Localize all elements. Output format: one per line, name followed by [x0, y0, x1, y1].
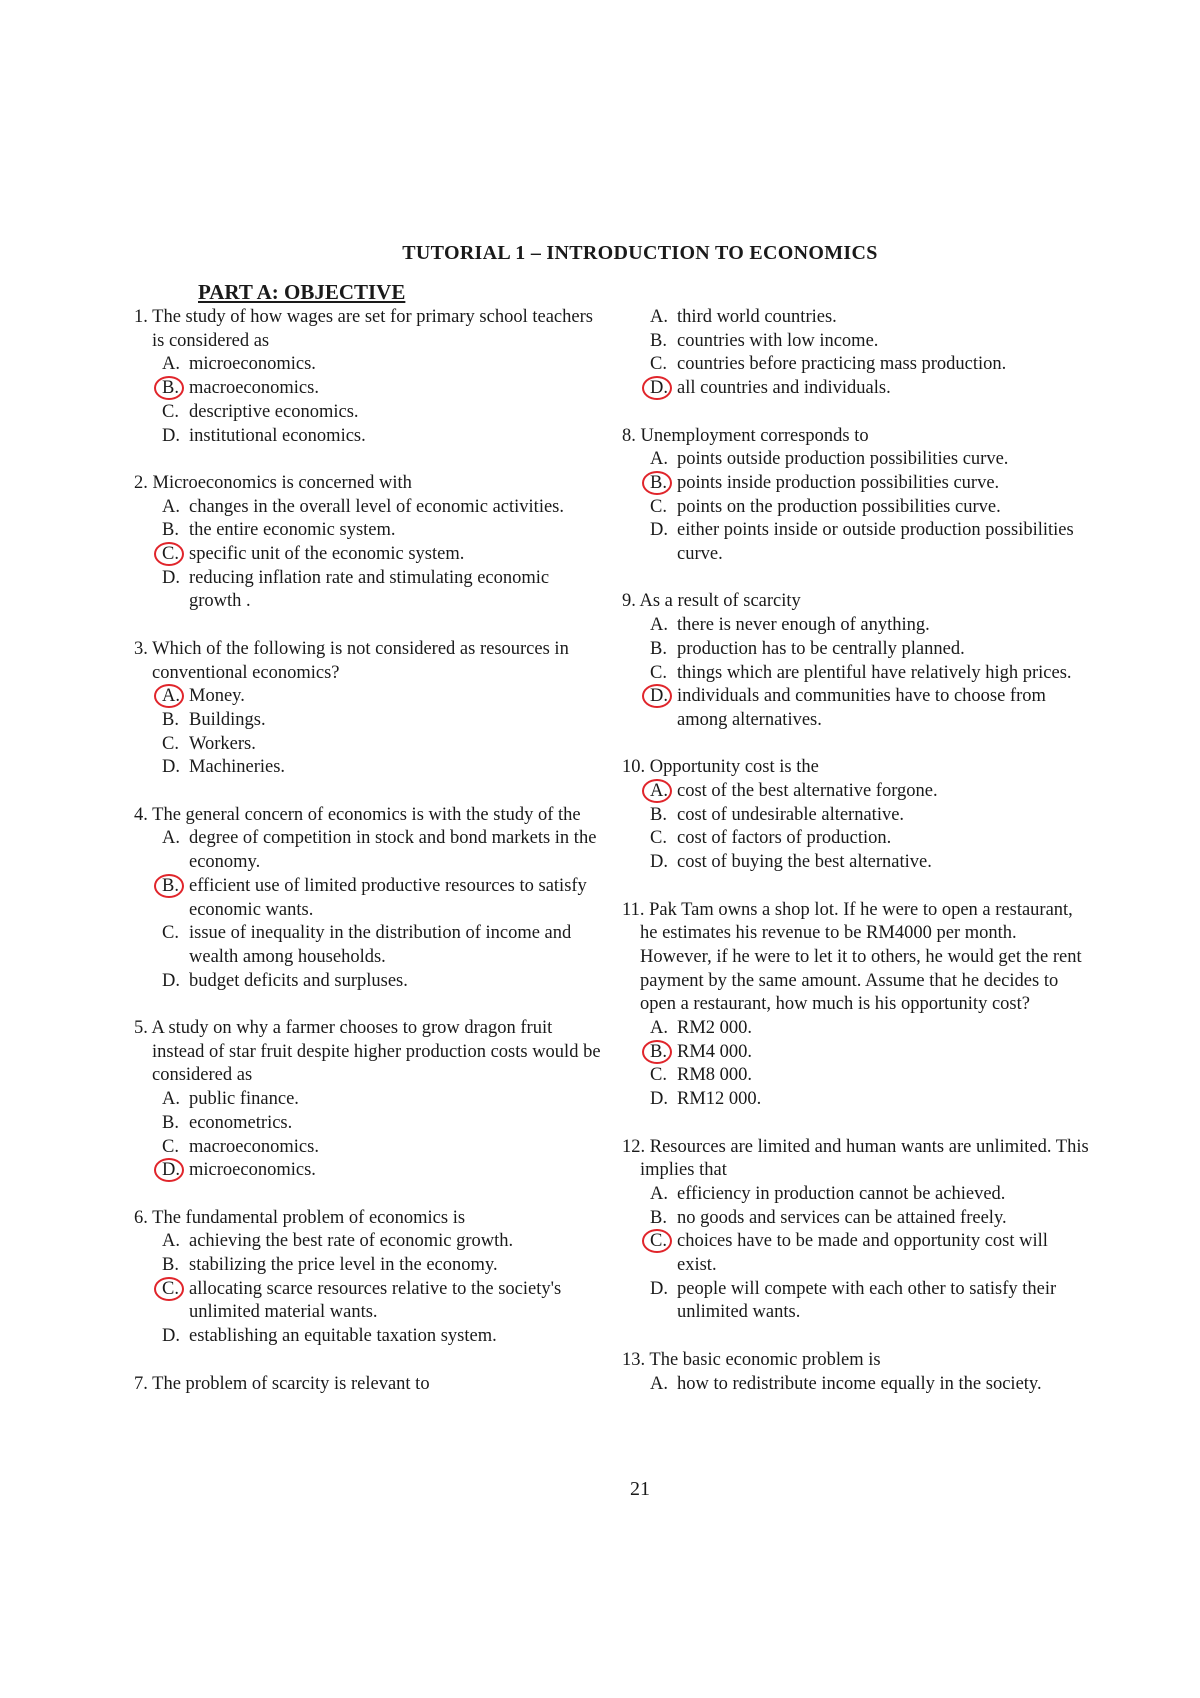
option-letter: D. — [162, 970, 180, 991]
question-stem: 4. The general concern of economics is with the study of the — [134, 804, 581, 825]
option-letter: D. — [650, 378, 668, 399]
option-letter: B. — [162, 1255, 179, 1276]
answer-option — [134, 875, 604, 922]
answer-option — [134, 1230, 604, 1254]
question-stem: 12. Resources are limited and human wants are unlimited. This implies that — [622, 1136, 1089, 1181]
option-letter: B. — [162, 520, 179, 541]
question-item — [134, 472, 604, 614]
question-stem: 5. A study on why a farmer chooses to grow dragon fruit instead of star fruit despite higher production costs would be considered as — [134, 1018, 601, 1086]
option-letter: B. — [650, 804, 667, 825]
option-text: public finance. — [189, 1089, 299, 1110]
option-text: Machineries. — [189, 757, 286, 778]
answer-option — [134, 1112, 604, 1136]
question-item — [622, 425, 1092, 567]
answer-option — [622, 780, 1092, 804]
question-item — [134, 638, 604, 780]
option-letter: D. — [650, 1089, 668, 1110]
option-text: issue of inequality in the distribution of income and wealth among households. — [189, 923, 572, 967]
answer-option — [622, 827, 1092, 851]
answer-option — [134, 401, 604, 425]
option-letter: C. — [650, 662, 667, 683]
option-text: changes in the overall level of economic activities. — [189, 496, 564, 517]
answer-option — [622, 1041, 1092, 1065]
question-item — [134, 306, 604, 448]
option-letter: A. — [162, 686, 180, 707]
answer-option — [622, 662, 1092, 686]
option-letter: C. — [162, 1136, 179, 1157]
option-letter: B. — [650, 1207, 667, 1228]
answer-option — [134, 377, 604, 401]
option-letter: B. — [650, 638, 667, 659]
question-stem: 6. The fundamental problem of economics is — [134, 1207, 466, 1228]
option-letter: D. — [650, 852, 668, 873]
option-text: microeconomics. — [189, 354, 316, 375]
option-letter: C. — [650, 354, 667, 375]
answer-option — [622, 638, 1092, 662]
option-text: all countries and individuals. — [677, 378, 891, 399]
option-letter: A. — [650, 1183, 668, 1204]
option-letter: C. — [162, 1278, 179, 1299]
answer-option — [134, 1159, 604, 1183]
question-stem: 13. The basic economic problem is — [622, 1349, 881, 1370]
option-text: allocating scarce resources relative to the society's unlimited material wants. — [189, 1278, 562, 1323]
option-letter: A. — [162, 828, 180, 849]
option-text: things which are plentiful have relatively high prices. — [677, 662, 1072, 683]
answer-option — [622, 1230, 1092, 1277]
option-text: descriptive economics. — [189, 401, 359, 422]
question-stem: 9. As a result of scarcity — [622, 591, 801, 612]
option-letter: B. — [162, 1112, 179, 1133]
option-letter: A. — [650, 781, 668, 802]
option-text: specific unit of the economic system. — [189, 544, 465, 565]
option-letter: A. — [162, 496, 180, 517]
answer-option — [134, 1136, 604, 1160]
question-item — [622, 899, 1092, 1112]
option-letter: C. — [162, 923, 179, 944]
answer-option — [134, 353, 604, 377]
question-item — [134, 1017, 604, 1183]
option-letter: B. — [650, 330, 667, 351]
option-text: microeconomics. — [189, 1160, 316, 1181]
question-stem: 8. Unemployment corresponds to — [622, 425, 869, 446]
option-text: there is never enough of anything. — [677, 615, 930, 636]
option-text: cost of undesirable alternative. — [677, 804, 905, 825]
section-heading: PART A: OBJECTIVE — [198, 280, 406, 304]
answer-option — [622, 353, 1092, 377]
answer-option — [134, 685, 604, 709]
option-letter: A. — [650, 1018, 668, 1039]
option-letter: C. — [650, 1065, 667, 1086]
answer-option — [134, 543, 604, 567]
option-text: institutional economics. — [189, 425, 366, 446]
option-text: the entire economic system. — [189, 520, 396, 541]
option-letter: D. — [650, 686, 668, 707]
option-text: RM8 000. — [677, 1065, 753, 1086]
question-stem: 10. Opportunity cost is the — [622, 757, 819, 778]
option-letter: A. — [650, 615, 668, 636]
option-text: econometrics. — [189, 1112, 293, 1133]
option-text: cost of buying the best alternative. — [677, 852, 932, 873]
option-text: Workers. — [189, 733, 256, 754]
question-stem: 1. The study of how wages are set for primary school teachers is considered as — [134, 307, 593, 351]
answer-option — [622, 519, 1092, 566]
option-letter: A. — [650, 1373, 668, 1394]
question-item — [622, 1136, 1092, 1326]
option-text: reducing inflation rate and stimulating economic growth . — [189, 567, 550, 612]
option-text: points on the production possibilities curve. — [677, 496, 1001, 517]
option-text: efficiency in production cannot be achieved. — [677, 1183, 1006, 1204]
option-text: RM12 000. — [677, 1089, 762, 1110]
option-letter: B. — [162, 875, 179, 896]
option-text: macroeconomics. — [189, 378, 319, 399]
option-letter: D. — [650, 1278, 668, 1299]
option-text: cost of the best alternative forgone. — [677, 781, 938, 802]
option-text: achieving the best rate of economic growth. — [189, 1231, 514, 1252]
option-letter: D. — [650, 520, 668, 541]
option-text: choices have to be made and opportunity cost will exist. — [677, 1231, 1048, 1276]
answer-option — [622, 685, 1092, 732]
answer-option — [134, 733, 604, 757]
option-text: efficient use of limited productive resources to satisfy economic wants. — [189, 875, 587, 920]
option-text: points inside production possibilities curve. — [677, 472, 1000, 493]
option-text: no goods and services can be attained freely. — [677, 1207, 1007, 1228]
option-letter: C. — [162, 401, 179, 422]
option-text: Money. — [189, 686, 245, 707]
question-item — [134, 804, 604, 994]
answer-option — [622, 472, 1092, 496]
option-letter: A. — [162, 354, 180, 375]
answer-option — [134, 519, 604, 543]
option-letter: C. — [650, 1231, 667, 1252]
option-letter: C. — [650, 828, 667, 849]
option-text: Buildings. — [189, 709, 266, 730]
option-text: stabilizing the price level in the economy. — [189, 1255, 498, 1276]
answer-option — [134, 756, 604, 780]
option-text: degree of competition in stock and bond markets in the economy. — [189, 828, 597, 873]
option-text: cost of factors of production. — [677, 828, 892, 849]
question-stem: 11. Pak Tam owns a shop lot. If he were to open a restaurant, he estimates his revenue to be RM4000 per month. However, if he were to let it to others, he would get the rent payment by the same amount. Assume that he decides to open a restaurant, how much is his opportunity cost? — [622, 899, 1082, 1015]
answer-option — [134, 827, 604, 874]
page-number: 21 — [630, 1478, 650, 1500]
question-stem: 2. Microeconomics is concerned with — [134, 472, 412, 493]
option-letter: D. — [162, 567, 180, 588]
answer-option — [622, 1183, 1092, 1207]
option-text: third world countries. — [677, 307, 837, 327]
answer-option — [622, 804, 1092, 828]
answer-option — [622, 1017, 1092, 1041]
option-text: production has to be centrally planned. — [677, 638, 965, 659]
answer-option — [622, 1207, 1092, 1231]
answer-option — [134, 496, 604, 520]
answer-option — [622, 614, 1092, 638]
answer-option — [622, 330, 1092, 354]
option-letter: A. — [650, 449, 668, 470]
option-text: points outside production possibilities curve. — [677, 449, 1009, 470]
answer-option — [134, 1088, 604, 1112]
question-item — [622, 1349, 1092, 1396]
option-letter: B. — [650, 472, 667, 493]
option-text: budget deficits and surpluses. — [189, 970, 408, 991]
question-item — [622, 590, 1092, 732]
answer-option — [134, 1325, 604, 1349]
option-text: how to redistribute income equally in the society. — [677, 1373, 1042, 1394]
option-text: RM2 000. — [677, 1018, 753, 1039]
option-text: either points inside or outside production possibilities curve. — [677, 520, 1074, 565]
answer-option — [622, 1278, 1092, 1325]
answer-option — [134, 922, 604, 969]
answer-option — [134, 1254, 604, 1278]
answer-option — [134, 1278, 604, 1325]
answer-option — [622, 1373, 1092, 1397]
option-letter: B. — [162, 378, 179, 399]
option-letter: A. — [650, 307, 668, 327]
option-letter: C. — [162, 733, 179, 754]
option-text: countries with low income. — [677, 330, 879, 351]
right-column — [622, 306, 1092, 1420]
answer-option — [134, 709, 604, 733]
option-letter: B. — [650, 1041, 667, 1062]
answer-option — [134, 567, 604, 614]
answer-option — [134, 970, 604, 994]
option-letter: B. — [162, 709, 179, 730]
answer-option — [622, 496, 1092, 520]
question-item — [134, 1373, 604, 1397]
answer-option — [134, 425, 604, 449]
option-text: people will compete with each other to satisfy their unlimited wants. — [677, 1278, 1057, 1323]
left-column — [134, 306, 604, 1420]
option-letter: D. — [162, 425, 180, 446]
answer-option — [622, 1088, 1092, 1112]
option-letter: C. — [162, 544, 179, 565]
answer-option — [622, 851, 1092, 875]
option-letter: D. — [162, 1160, 180, 1181]
question-item — [622, 756, 1092, 875]
question-stem: 3. Which of the following is not considered as resources in conventional economics? — [134, 638, 569, 683]
question-item — [134, 1207, 604, 1349]
document-title: TUTORIAL 1 – INTRODUCTION TO ECONOMICS — [402, 242, 878, 264]
answer-option — [622, 1064, 1092, 1088]
answer-option — [622, 448, 1092, 472]
option-letter: D. — [162, 1326, 180, 1347]
option-text: macroeconomics. — [189, 1136, 319, 1157]
question-stem: 7. The problem of scarcity is relevant to — [134, 1373, 430, 1394]
answer-option — [622, 377, 1092, 401]
option-letter: A. — [162, 1089, 180, 1110]
option-text: countries before practicing mass production. — [677, 354, 1007, 375]
option-text: establishing an equitable taxation system. — [189, 1326, 497, 1347]
option-text: RM4 000. — [677, 1041, 753, 1062]
option-letter: C. — [650, 496, 667, 517]
answer-option — [622, 306, 1092, 330]
option-letter: D. — [162, 757, 180, 778]
option-letter: A. — [162, 1231, 180, 1252]
option-text: individuals and communities have to choose from among alternatives. — [677, 686, 1046, 730]
question-item — [622, 306, 1092, 401]
